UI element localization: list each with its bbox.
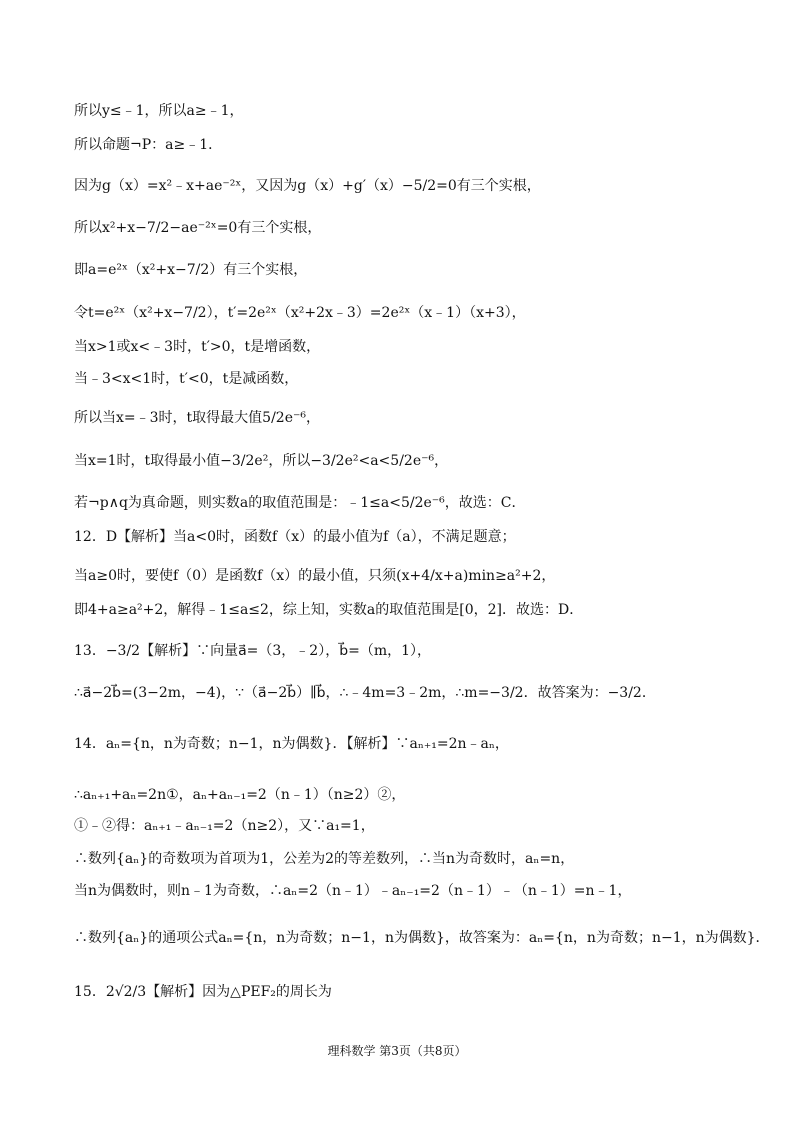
- text-line: 所以x²+x−7/2−ae⁻²ˣ=0有三个实根，: [74, 220, 322, 236]
- text-line: 15．2√2/3【解析】因为△PEF₂的周长为: [74, 984, 332, 1000]
- text-line: 当n为偶数时，则n﹣1为奇数，∴aₙ=2（n﹣1）﹣aₙ₋₁=2（n﹣1）﹣（n﹣1）=n﹣1，: [74, 883, 632, 899]
- text-line: 令t=e²ˣ（x²+x−7/2），t′=2e²ˣ（x²+2x﹣3）=2e²ˣ（x﹣1）（x+3），: [74, 305, 526, 321]
- text-line: ∴数列{aₙ}的奇数项为首项为1，公差为2的等差数列，∴当n为奇数时，aₙ=n，: [74, 851, 575, 867]
- text-line: 若¬p∧q为真命题，则实数a的取值范围是：﹣1≤a<5/2e⁻⁶，故选：C．: [74, 495, 526, 511]
- text-line: ∴aₙ₊₁+aₙ=2n①，aₙ+aₙ₋₁=2（n﹣1）（n≥2）②，: [74, 787, 406, 803]
- text-line: ∴a⃗−2b⃗=(3−2m，−4)，∵（a⃗−2b⃗）∥b⃗，∴﹣4m=3﹣2m，∴m=−3/2．故答案为：−3/2．: [74, 685, 656, 701]
- page-footer: 理科数学 第3页（共8页）: [327, 1044, 467, 1058]
- text-line: 14．aₙ={n，n为奇数；n−1，n为偶数}．【解析】∵aₙ₊₁=2n﹣aₙ，: [74, 736, 509, 752]
- text-line: 13．−3/2【解析】∵向量a⃗=（3，﹣2），b⃗=（m，1），: [74, 643, 431, 659]
- text-line: ①﹣②得：aₙ₊₁﹣aₙ₋₁=2（n≥2），又∵a₁=1，: [74, 818, 375, 834]
- text-line: 所以当x=﹣3时，t取得最大值5/2e⁻⁶，: [74, 410, 320, 426]
- text-line: ∴数列{aₙ}的通项公式aₙ={n，n为奇数；n−1，n为偶数}，故答案为：aₙ={n，n为奇数；n−1，n为偶数}．: [74, 930, 770, 946]
- text-line: 当x=1时，t取得最小值−3/2e²，所以−3/2e²<a<5/2e⁻⁶，: [74, 453, 449, 469]
- text-line: 所以命题¬P：a≥﹣1．: [74, 137, 223, 153]
- text-line: 12．D【解析】当a<0时，函数f（x）的最小值为f（a），不满足题意；: [74, 529, 516, 545]
- text-line: 当x>1或x<﹣3时，t′>0，t是增函数，: [74, 339, 321, 355]
- text-line: 当﹣3<x<1时，t′<0，t是减函数，: [74, 371, 299, 387]
- text-line: 当a≥0时，要使f（0）是函数f（x）的最小值，只须(x+4/x+a)min≥a²+2，: [74, 568, 556, 584]
- text-line: 即a=e²ˣ（x²+x−7/2）有三个实根，: [74, 262, 308, 278]
- text-line: 即4+a≥a²+2，解得﹣1≤a≤2，综上知，实数a的取值范围是[0，2]．故选：D．: [74, 602, 584, 618]
- text-line: 所以y≤﹣1，所以a≥﹣1，: [74, 103, 244, 119]
- text-line: 因为g（x）=x²﹣x+ae⁻²ˣ，又因为g（x）+g′（x）−5/2=0有三个实根，: [74, 178, 541, 194]
